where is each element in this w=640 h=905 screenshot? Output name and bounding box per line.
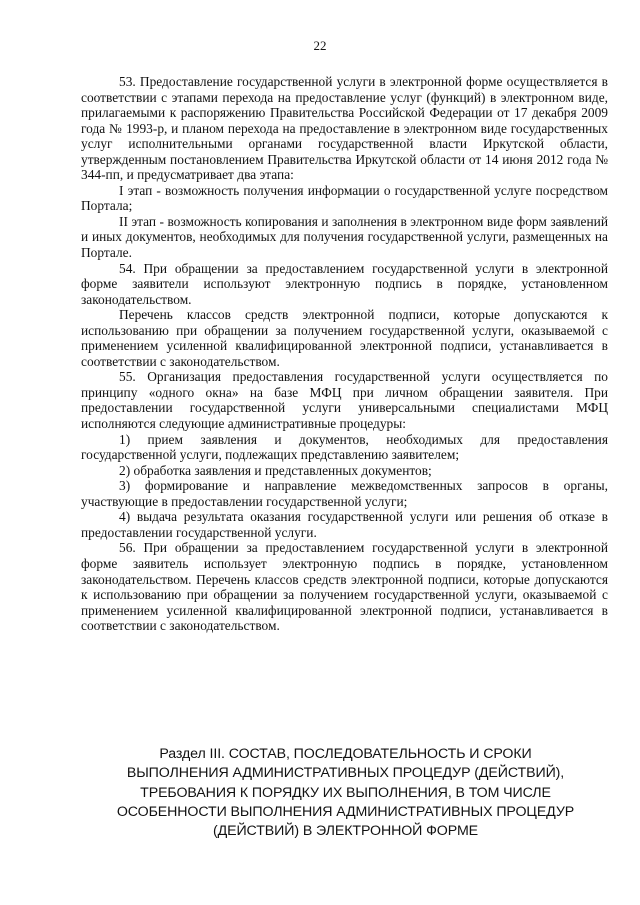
paragraph-56: 56. При обращении за предоставлением государственной услуги в электронной форме заявитель использует электронную подпись в порядке, установленном законодательством. Перечень классов средств электронной подписи, которые допускаются к использованию при обращении за получением государственной услуги, оказываемой с применением усиленной квалифицированной электронной подписи, устанавливается в соответствии с законодательством. bbox=[81, 540, 608, 634]
page-number: 22 bbox=[313, 38, 327, 53]
section-heading-line: Раздел III. СОСТАВ, ПОСЛЕДОВАТЕЛЬНОСТЬ И СРОКИ bbox=[159, 746, 532, 762]
list-item-1: 1) прием заявления и документов, необходимых для предоставления государственной услуги, подлежащих представлению заявителем; bbox=[81, 431, 608, 463]
list-item-2: 2) обработка заявления и представленных документов; bbox=[119, 462, 432, 478]
paragraph-53: 53. Предоставление государственной услуги в электронной форме осуществляется в соответствии с этапами перехода на предоставление услуг (функций) в электронном виде, прилагаемыми к распоряжению Правительства Российской Федерации от 17 декабря 2009 года № 1993-р, и планом перехода на предоставление в электронном виде государственных услуг исполнительными органами государственной власти Иркутской области, утвержденным постановлением Правительства Иркутской области от 14 июня 2012 года № 344-пп, и предусматривает два этапа: bbox=[81, 74, 608, 183]
list-item-3: 3) формирование и направление межведомственных запросов в органы, участвующие в предоставлении государственной услуги; bbox=[81, 478, 608, 509]
section-heading-line: ВЫПОЛНЕНИЯ АДМИНИСТРАТИВНЫХ ПРОЦЕДУР (ДЕЙСТВИЙ), bbox=[126, 765, 565, 782]
paragraph-55: 55. Организация предоставления государственной услуги осуществляется по принципу «одного окна» на базе МФЦ при личном обращении заявителя. При предоставлении государственной услуги универсальными специалистами МФЦ исполняются следующие административные процедуры: bbox=[81, 369, 608, 432]
document-body bbox=[81, 74, 608, 634]
paragraph-stage-2: II этап - возможность копирования и заполнения в электронном виде форм заявлений и иных документов, необходимых для получения государственной услуги, размещенных на Портале. bbox=[81, 213, 608, 261]
section-heading bbox=[95, 745, 596, 841]
section-heading-line: (ДЕЙСТВИЙ) В ЭЛЕКТРОННОЙ ФОРМЕ bbox=[212, 823, 479, 840]
paragraph-stage-1: I этап - возможность получения информации о государственной услуге посредством Портала; bbox=[81, 182, 608, 214]
section-heading-line: ОСОБЕННОСТИ ВЫПОЛНЕНИЯ АДМИНИСТРАТИВНЫХ ПРОЦЕДУР bbox=[116, 803, 575, 820]
list-item-4: 4) выдача результата оказания государственной услуги или решения об отказе в предоставлении государственной услуги. bbox=[81, 509, 608, 540]
paragraph-54: 54. При обращении за предоставлением государственной услуги в электронной форме заявители используют электронную подпись в порядке, установленном законодательством. bbox=[81, 260, 608, 307]
section-heading-line: ТРЕБОВАНИЯ К ПОРЯДКУ ИХ ВЫПОЛНЕНИЯ, В ТОМ ЧИСЛЕ bbox=[140, 784, 551, 801]
paragraph-signature-classes: Перечень классов средств электронной подписи, которые допускаются к использованию при обращении за получением государственной услуги, оказываемой с применением усиленной квалифицированной электронной подписи, устанавливается в соответствии с законодательством. bbox=[81, 307, 608, 369]
